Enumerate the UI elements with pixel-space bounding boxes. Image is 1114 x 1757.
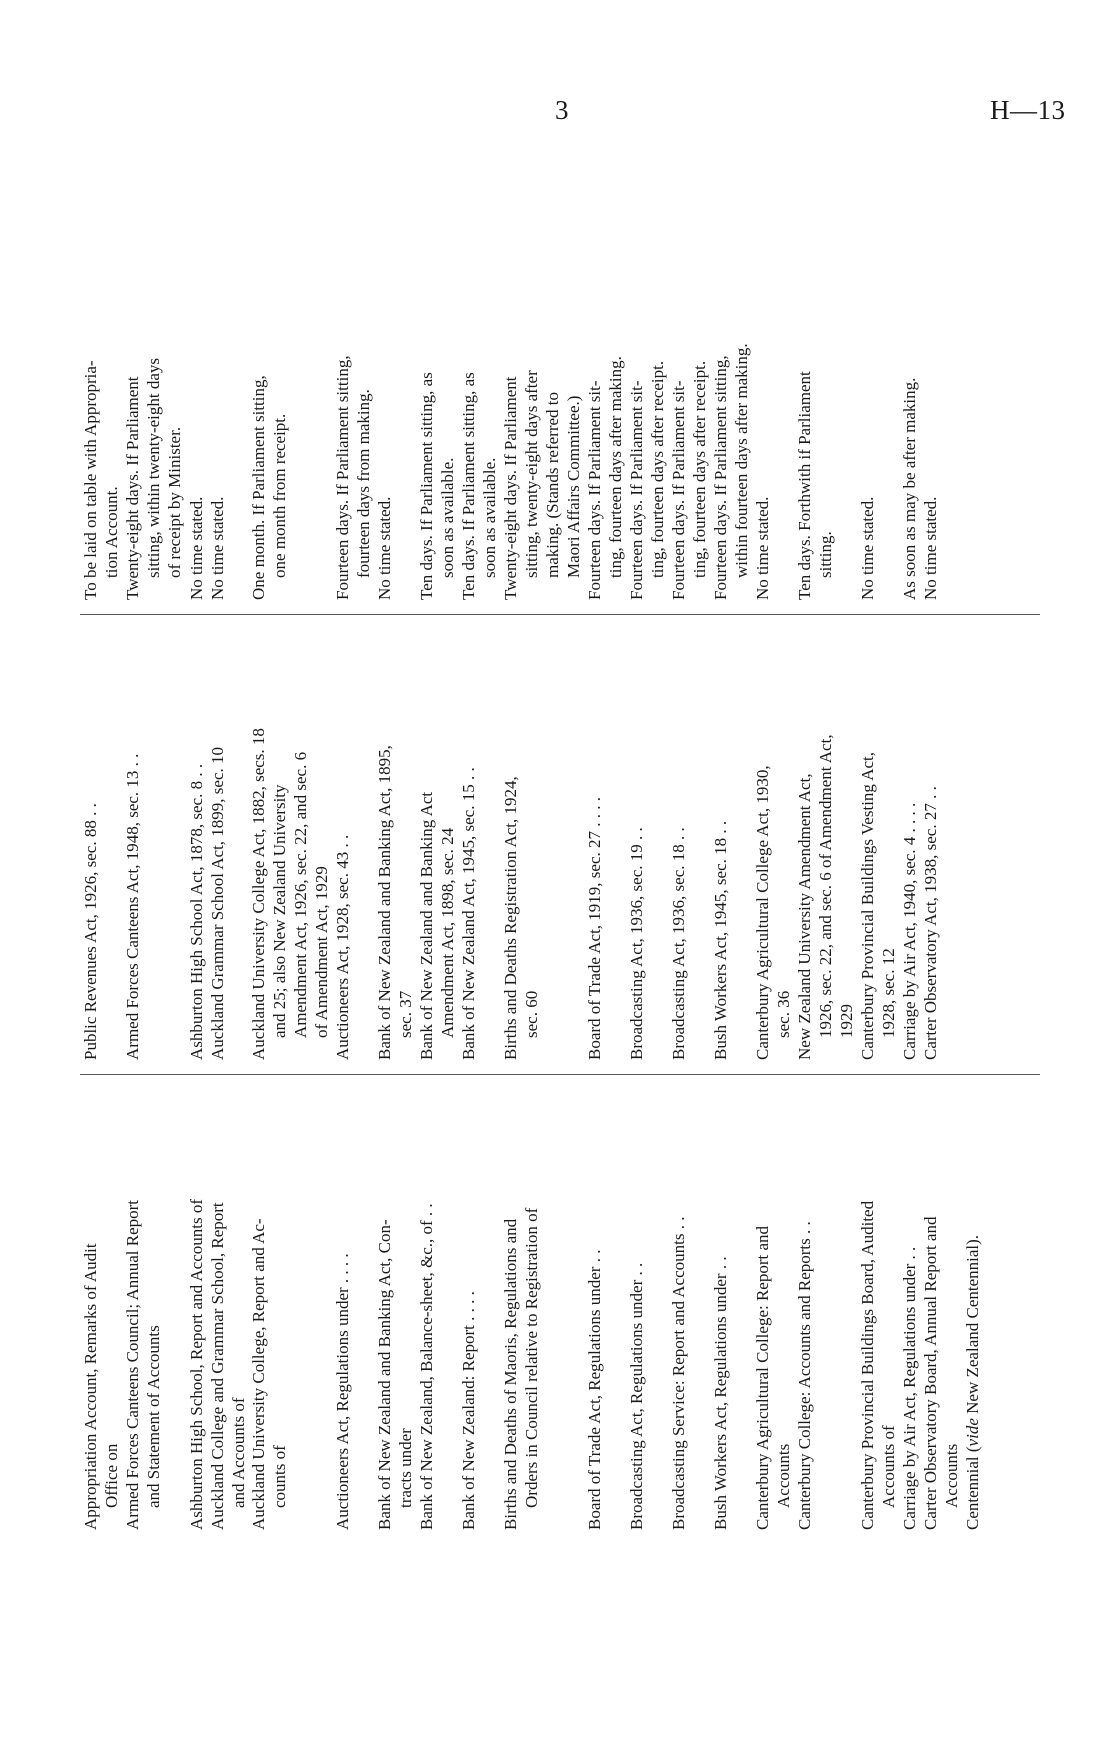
time-cell [668,185,710,600]
act-cell-line: Bank of New Zealand and Banking Act [417,791,436,1060]
act-cell-line: 1929 [837,1004,856,1038]
act-cell-line: Broadcasting Act, 1936, sec. 19 . . [627,827,646,1060]
subject-cell [962,1090,983,1530]
subject-cell [899,1090,920,1530]
act-cell-line: Carter Observatory Act, 1938, sec. 27 . . [921,786,940,1060]
subject-cell-line: Accounts of [879,1425,898,1508]
subject-cell-line: Orders in Council relative to Registration of [522,1207,541,1508]
time-cell-line: To be laid on table with Appropria- [81,360,100,600]
subject-cell-line: and Accounts of [229,1397,248,1508]
time-cell-line: ting, fourteen days after making. [606,356,625,578]
time-cell-line: No time stated. [375,496,394,600]
time-cell [626,185,668,600]
column-divider [80,1074,1040,1075]
act-cell-line: Amendment Act, 1926, sec. 22, and sec. 6 [291,751,310,1038]
time-cell [207,185,228,600]
time-cell [248,185,290,600]
time-cell-line: Fourteen days. If Parliament sit- [585,380,604,600]
time-cell-line: No time stated. [921,496,940,600]
act-cell [920,630,941,1060]
subject-cell-line: tracts under [396,1428,415,1508]
subject-cell [752,1090,794,1530]
subject-cell-line: Bank of New Zealand, Balance-sheet, &c., of . . [417,1203,436,1530]
subject-cell [920,1090,962,1530]
subject-cell-line: Auctioneers Act, Regulations under . . . . [333,1253,352,1530]
time-cell-line: No time stated. [753,496,772,600]
time-cell [794,185,836,600]
rotated-table-wrapper [80,180,1040,1530]
time-cell-line: within fourteen days after making. [732,343,751,578]
act-cell-line: and 25; also New Zealand University [270,784,289,1038]
subject-cell [668,1090,689,1530]
time-cell-line: soon as available. [480,457,499,578]
act-cell [899,630,920,1060]
time-cell-line: ting, fourteen days after receipt. [690,360,709,578]
time-cell [584,185,626,600]
time-cell-line: Fourteen days. If Parliament sit- [627,380,646,600]
subject-cell-line: Appropriation Account, Remarks of Audit [81,1243,100,1530]
act-cell [207,630,228,1060]
subject-cell-line: Armed Forces Canteens Council; Annual Report [123,1199,142,1530]
time-cell [752,185,773,600]
act-cell-line: Canterbury Agricultural College Act, 1930, [753,765,772,1060]
time-cell-line: Fourteen days. If Parliament sitting, [333,355,352,600]
subject-cell-line: Carriage by Air Act, Regulations under . . [900,1246,919,1530]
act-cell [500,630,542,1060]
subject-cell-line: Broadcasting Service: Report and Accounts . . [669,1216,688,1530]
time-cell-line: Ten days. If Parliament sitting, as [459,372,478,600]
time-cell [186,185,207,600]
act-cell [332,630,353,1060]
act-cell-line: Bank of New Zealand Act, 1945, sec. 15 . . [459,767,478,1060]
subject-cell-line: Bank of New Zealand: Report . . . . [459,1291,478,1530]
subject-cell-line: Births and Deaths of Maoris, Regulations and [501,1218,520,1530]
subject-cell-line: Canterbury College: Accounts and Reports . . [795,1221,814,1530]
subject-cell [458,1090,479,1530]
time-cell-line: sitting. [816,531,835,578]
subject-cell-line: Board of Trade Act, Regulations under . . [585,1249,604,1530]
time-cell-line: One month. If Parliament sitting, [249,375,268,600]
subject-cell [374,1090,416,1530]
act-cell-line: Armed Forces Canteens Act, 1948, sec. 13 . . [123,753,142,1060]
act-cell [122,630,143,1060]
act-cell [458,630,479,1060]
subject-cell-line: Accounts [942,1443,961,1508]
act-cell-line: sec. 36 [774,990,793,1038]
subject-text: Centennial ( [963,1446,982,1530]
act-cell-line: Amendment Act, 1898, sec. 24 [438,827,457,1038]
subject-cell-line: and Statement of Accounts [144,1325,163,1508]
time-cell [332,185,374,600]
subject-cell [584,1090,605,1530]
time-cell-line: one month from receipt. [270,413,289,578]
time-cell [500,185,584,600]
act-cell [857,630,899,1060]
time-cell-line: Fourteen days. If Parliament sitting, [711,355,730,600]
time-cell [416,185,458,600]
act-cell [668,630,689,1060]
time-cell-line: Maori Affairs Committee.) [564,395,583,578]
time-cell-line: Fourteen days. If Parliament sit- [669,380,688,600]
subject-cell [332,1090,353,1530]
time-cell-line: Twenty-eight days. If Parliament [123,376,142,600]
act-cell-line: Auckland Grammar School Act, 1899, sec. 10 [208,746,227,1060]
act-cell [248,630,332,1060]
act-cell-line: Public Revenues Act, 1926, sec. 88 . . [81,803,100,1060]
time-cell [920,185,941,600]
act-cell-line: Bank of New Zealand and Banking Act, 1895, [375,745,394,1060]
time-cell-line: making. (Stands referred to [543,392,562,578]
time-cell-line: fourteen days from making. [354,389,373,578]
subject-cell-line: Carter Observatory Board, Annual Report and [921,1216,940,1530]
subject-cell-line: Broadcasting Act, Regulations under . . [627,1262,646,1530]
subject-cell-line: Auckland College and Grammar School, Report [208,1202,227,1530]
subject-cell-line: counts of [270,1445,289,1508]
time-cell [899,185,920,600]
time-cell-line: No time stated. [208,496,227,600]
act-cell-line: New Zealand University Amendment Act, [795,773,814,1060]
act-cell-line: 1928, sec. 12 [879,948,898,1038]
time-cell-line: No time stated. [858,496,877,600]
subject-cell-line: Bush Workers Act, Regulations under . . [711,1256,730,1530]
act-cell [416,630,458,1060]
subject-cell-line: Accounts [774,1443,793,1508]
subject-cell-line: Ashburton High School, Report and Accounts of [187,1199,206,1530]
act-cell [710,630,731,1060]
time-cell [80,185,122,600]
act-cell-line: of Amendment Act, 1929 [312,866,331,1038]
time-cell-line: of receipt by Minister. [165,426,184,578]
act-cell-line: Auctioneers Act, 1928, sec. 43 . . [333,834,352,1060]
act-cell-line: Bush Workers Act, 1945, sec. 18 . . [711,820,730,1060]
subject-cell [500,1090,542,1530]
act-cell-line: 1926, sec. 22, and sec. 6 of Amendment Act, [816,734,835,1038]
subject-cell [416,1090,437,1530]
page-number: 3 [555,95,569,125]
time-cell [122,185,185,600]
act-cell-line: Broadcasting Act, 1936, sec. 18 . . [669,827,688,1060]
subject-cell [248,1090,290,1530]
page-header [0,95,1114,135]
time-cell [710,185,752,600]
subject-cell-line: Canterbury Agricultural College: Report and [753,1225,772,1530]
time-cell [458,185,500,600]
time-cell [857,185,878,600]
time-cell-line: tion Account. [102,486,121,578]
act-cell-line: Carriage by Air Act, 1940, sec. 4 . . . . [900,802,919,1060]
subject-cell-line: Office on [102,1443,121,1508]
subject-cell [122,1090,164,1530]
time-cell-line: Ten days. If Parliament sitting, as [417,372,436,600]
column-divider [80,614,1040,615]
act-cell-line: Board of Trade Act, 1919, sec. 27 . . . . [585,796,604,1060]
papers-table [80,180,1040,1530]
time-cell-line: soon as available. [438,457,457,578]
subject-cell [794,1090,815,1530]
time-cell [374,185,395,600]
document-code: H—13 [990,95,1066,125]
act-cell-line: Canterbury Provincial Buildings Vesting Act, [858,751,877,1060]
subject-cell-line: Canterbury Provincial Buildings Board, Audited [858,1200,877,1530]
act-cell [584,630,605,1060]
act-cell-line: sec. 60 [522,990,541,1038]
subject-cell-line: Auckland University College, Report and Ac- [249,1218,268,1530]
act-cell [794,630,857,1060]
subject-cell [710,1090,731,1530]
subject-cell [80,1090,122,1530]
act-cell-line: Auckland University College Act, 1882, secs. 18 [249,728,268,1060]
time-cell-line: Ten days. Forthwith if Parliament [795,371,814,600]
time-cell-line: sitting, twenty-eight days after [522,370,541,578]
act-cell [80,630,101,1060]
act-cell [752,630,794,1060]
act-cell-line: Ashburton High School Act, 1878, sec. 8 . . [187,763,206,1060]
subject-text: New Zealand Centennial). [963,1234,982,1419]
subject-cell [857,1090,899,1530]
act-cell [374,630,416,1060]
subject-italic-text: vide [963,1418,982,1447]
act-cell [626,630,647,1060]
time-cell-line: As soon as may be after making. [900,377,919,600]
subject-cell [186,1090,207,1530]
subject-cell-line: Bank of New Zealand and Banking Act, Con- [375,1219,394,1530]
time-cell-line: Twenty-eight days. If Parliament [501,376,520,600]
act-cell-line: sec. 37 [396,990,415,1038]
act-cell [186,630,207,1060]
act-cell-line: Births and Deaths Registration Act, 1924, [501,776,520,1060]
time-cell-line: sitting, within twenty-eight days [144,357,163,578]
subject-cell [207,1090,249,1530]
time-cell-line: ting, fourteen days after receipt. [648,360,667,578]
time-cell-line: No time stated. [187,496,206,600]
subject-cell [626,1090,647,1530]
